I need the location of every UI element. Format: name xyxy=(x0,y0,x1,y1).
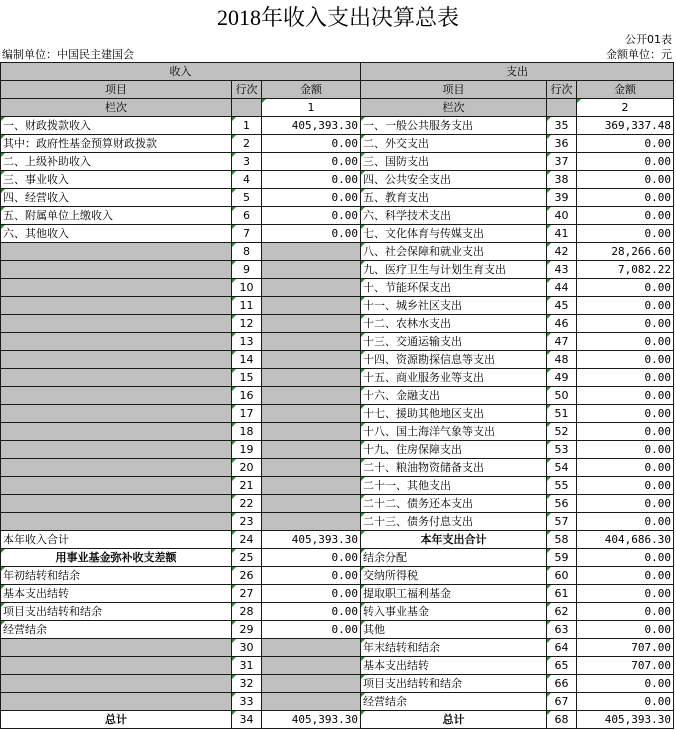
expense-row-no: 65 xyxy=(547,657,577,675)
expense-item: 六、科学技术支出 xyxy=(361,207,547,225)
expense-row-no: 39 xyxy=(547,189,577,207)
expense-row-no: 68 xyxy=(547,711,577,729)
expense-item: 三、国防支出 xyxy=(361,153,547,171)
income-row-no: 5 xyxy=(232,189,262,207)
expense-amount: 707.00 xyxy=(577,639,674,657)
table-row xyxy=(1,189,674,207)
expense-section-header: 支出 xyxy=(361,63,674,81)
income-item xyxy=(1,441,232,459)
income-amount xyxy=(262,675,361,693)
income-item xyxy=(1,675,232,693)
expense-item: 八、社会保障和就业支出 xyxy=(361,243,547,261)
income-amount-header: 金额 xyxy=(262,81,361,99)
table-row xyxy=(1,549,674,567)
expense-item: 十六、金融支出 xyxy=(361,387,547,405)
income-section-header: 收入 xyxy=(1,63,361,81)
expense-item: 十二、农林水支出 xyxy=(361,315,547,333)
expense-item: 提取职工福利基金 xyxy=(361,585,547,603)
expense-row-no: 46 xyxy=(547,315,577,333)
expense-item: 年末结转和结余 xyxy=(361,639,547,657)
table-body xyxy=(1,63,674,729)
expense-item: 十三、交通运输支出 xyxy=(361,333,547,351)
table-row xyxy=(1,675,674,693)
expense-item: 十四、资源勘探信息等支出 xyxy=(361,351,547,369)
reporting-unit: 编制单位：中国民主建国会 xyxy=(2,48,134,61)
income-row-no: 6 xyxy=(232,207,262,225)
expense-item: 二十三、债务付息支出 xyxy=(361,513,547,531)
expense-amount: 0.00 xyxy=(577,351,674,369)
expense-row-no: 37 xyxy=(547,153,577,171)
expense-item: 五、教育支出 xyxy=(361,189,547,207)
income-amount xyxy=(262,315,361,333)
expense-amount: 0.00 xyxy=(577,153,674,171)
expense-row-no: 42 xyxy=(547,243,577,261)
expense-row-no: 54 xyxy=(547,459,577,477)
income-row-no: 27 xyxy=(232,585,262,603)
income-amount: 405,393.30 xyxy=(262,117,361,135)
table-row xyxy=(1,639,674,657)
expense-item: 十九、住房保障支出 xyxy=(361,441,547,459)
form-number: 公开01表 xyxy=(625,33,672,46)
table-row xyxy=(1,171,674,189)
expense-row-no: 40 xyxy=(547,207,577,225)
table-row xyxy=(1,513,674,531)
table-row xyxy=(1,225,674,243)
income-row-no: 15 xyxy=(232,369,262,387)
income-row-no: 32 xyxy=(232,675,262,693)
expense-amount: 0.00 xyxy=(577,585,674,603)
income-row-no: 34 xyxy=(232,711,262,729)
income-item xyxy=(1,279,232,297)
income-amount: 0.00 xyxy=(262,621,361,639)
expense-item: 十一、城乡社区支出 xyxy=(361,297,547,315)
expense-item: 总计 xyxy=(361,711,547,729)
income-item xyxy=(1,261,232,279)
expense-row-no: 52 xyxy=(547,423,577,441)
expense-item: 十五、商业服务业等支出 xyxy=(361,369,547,387)
expense-row-no: 66 xyxy=(547,675,577,693)
expense-amount: 0.00 xyxy=(577,513,674,531)
income-amount: 0.00 xyxy=(262,567,361,585)
table-row xyxy=(1,243,674,261)
income-item xyxy=(1,693,232,711)
expense-item: 十七、援助其他地区支出 xyxy=(361,405,547,423)
income-row-no: 11 xyxy=(232,297,262,315)
expense-item: 交纳所得税 xyxy=(361,567,547,585)
income-row-no: 19 xyxy=(232,441,262,459)
income-item xyxy=(1,333,232,351)
expense-row-no: 57 xyxy=(547,513,577,531)
income-colnum-blank xyxy=(232,99,262,117)
expense-amount: 0.00 xyxy=(577,603,674,621)
income-amount: 0.00 xyxy=(262,171,361,189)
expense-item: 其他 xyxy=(361,621,547,639)
expense-item: 十、节能环保支出 xyxy=(361,279,547,297)
table-row xyxy=(1,333,674,351)
expense-amount: 0.00 xyxy=(577,225,674,243)
expense-row-no: 44 xyxy=(547,279,577,297)
expense-row-no: 55 xyxy=(547,477,577,495)
expense-amount: 0.00 xyxy=(577,495,674,513)
table-row xyxy=(1,585,674,603)
report-title: 2018年收入支出决算总表 xyxy=(216,5,459,30)
expense-row-no: 35 xyxy=(547,117,577,135)
income-amount xyxy=(262,495,361,513)
income-item: 三、事业收入 xyxy=(1,171,232,189)
table-row xyxy=(1,459,674,477)
income-row-no: 29 xyxy=(232,621,262,639)
income-colnum-label: 栏次 xyxy=(1,99,232,117)
table-row xyxy=(1,387,674,405)
income-item xyxy=(1,369,232,387)
income-item: 总计 xyxy=(1,711,232,729)
expense-item: 十八、国土海洋气象等支出 xyxy=(361,423,547,441)
income-item: 基本支出结转 xyxy=(1,585,232,603)
income-row-no: 20 xyxy=(232,459,262,477)
table-row xyxy=(1,531,674,549)
expense-amount: 0.00 xyxy=(577,621,674,639)
income-amount xyxy=(262,387,361,405)
table-row xyxy=(1,153,674,171)
income-item xyxy=(1,513,232,531)
expense-colnum-value: 2 xyxy=(577,99,674,117)
income-item: 五、附属单位上缴收入 xyxy=(1,207,232,225)
income-amount xyxy=(262,297,361,315)
income-row-no: 31 xyxy=(232,657,262,675)
income-row-no: 14 xyxy=(232,351,262,369)
table-row xyxy=(1,711,674,729)
header-row-section xyxy=(1,63,674,81)
income-amount xyxy=(262,513,361,531)
income-amount xyxy=(262,243,361,261)
expense-colnum-label: 栏次 xyxy=(361,99,547,117)
income-item: 四、经营收入 xyxy=(1,189,232,207)
income-row-no: 21 xyxy=(232,477,262,495)
expense-row-no: 53 xyxy=(547,441,577,459)
income-amount: 0.00 xyxy=(262,135,361,153)
expense-item: 四、公共安全支出 xyxy=(361,171,547,189)
income-amount xyxy=(262,459,361,477)
expense-row-no: 50 xyxy=(547,387,577,405)
income-row-no: 18 xyxy=(232,423,262,441)
income-row-no: 8 xyxy=(232,243,262,261)
income-item-header: 项目 xyxy=(1,81,232,99)
income-amount xyxy=(262,333,361,351)
income-item xyxy=(1,423,232,441)
amount-unit: 金额单位：元 xyxy=(606,48,672,61)
income-row-no: 10 xyxy=(232,279,262,297)
expense-row-no: 47 xyxy=(547,333,577,351)
expense-amount: 0.00 xyxy=(577,477,674,495)
income-item xyxy=(1,477,232,495)
income-row-no: 7 xyxy=(232,225,262,243)
expense-amount: 0.00 xyxy=(577,405,674,423)
expense-row-no: 56 xyxy=(547,495,577,513)
expense-amount: 707.00 xyxy=(577,657,674,675)
table-row xyxy=(1,621,674,639)
header-row-colnum xyxy=(1,99,674,117)
expense-amount: 0.00 xyxy=(577,135,674,153)
expense-amount: 0.00 xyxy=(577,369,674,387)
income-item: 经营结余 xyxy=(1,621,232,639)
income-amount: 0.00 xyxy=(262,603,361,621)
expense-item: 二十、粮油物资储备支出 xyxy=(361,459,547,477)
income-colnum-value: 1 xyxy=(262,99,361,117)
income-row-no: 16 xyxy=(232,387,262,405)
table-row xyxy=(1,693,674,711)
expense-amount: 28,266.60 xyxy=(577,243,674,261)
expense-item: 项目支出结转和结余 xyxy=(361,675,547,693)
income-item: 一、财政拨款收入 xyxy=(1,117,232,135)
income-row-no: 9 xyxy=(232,261,262,279)
income-item xyxy=(1,387,232,405)
income-item: 二、上级补助收入 xyxy=(1,153,232,171)
income-amount xyxy=(262,441,361,459)
expense-row-no: 59 xyxy=(547,549,577,567)
income-item: 本年收入合计 xyxy=(1,531,232,549)
income-amount xyxy=(262,639,361,657)
income-row-no: 33 xyxy=(232,693,262,711)
table-row xyxy=(1,441,674,459)
expense-row-no: 58 xyxy=(547,531,577,549)
expense-amount: 0.00 xyxy=(577,549,674,567)
expense-row-no: 64 xyxy=(547,639,577,657)
income-item: 六、其他收入 xyxy=(1,225,232,243)
summary-table xyxy=(0,62,674,729)
income-row-no: 24 xyxy=(232,531,262,549)
income-item: 年初结转和结余 xyxy=(1,567,232,585)
income-amount: 0.00 xyxy=(262,225,361,243)
income-row-no: 22 xyxy=(232,495,262,513)
income-item xyxy=(1,315,232,333)
income-amount xyxy=(262,261,361,279)
expense-item: 基本支出结转 xyxy=(361,657,547,675)
expense-item: 九、医疗卫生与计划生育支出 xyxy=(361,261,547,279)
table-row xyxy=(1,135,674,153)
income-row-no: 23 xyxy=(232,513,262,531)
expense-row-no: 41 xyxy=(547,225,577,243)
expense-colnum-blank xyxy=(547,99,577,117)
income-row-no: 2 xyxy=(232,135,262,153)
expense-row-no: 43 xyxy=(547,261,577,279)
income-amount xyxy=(262,369,361,387)
income-row-no: 30 xyxy=(232,639,262,657)
table-row xyxy=(1,297,674,315)
expense-row-no: 51 xyxy=(547,405,577,423)
expense-row-no: 61 xyxy=(547,585,577,603)
expense-amount: 0.00 xyxy=(577,441,674,459)
income-amount xyxy=(262,477,361,495)
table-row xyxy=(1,261,674,279)
table-row xyxy=(1,117,674,135)
table-row xyxy=(1,207,674,225)
income-amount: 0.00 xyxy=(262,153,361,171)
income-item xyxy=(1,459,232,477)
income-item xyxy=(1,639,232,657)
expense-item: 经营结余 xyxy=(361,693,547,711)
expense-row-no: 67 xyxy=(547,693,577,711)
expense-item-header: 项目 xyxy=(361,81,547,99)
expense-row-no: 62 xyxy=(547,603,577,621)
income-amount xyxy=(262,351,361,369)
income-row-no: 25 xyxy=(232,549,262,567)
table-row xyxy=(1,369,674,387)
table-row xyxy=(1,495,674,513)
income-amount: 0.00 xyxy=(262,585,361,603)
expense-amount: 0.00 xyxy=(577,675,674,693)
income-item xyxy=(1,297,232,315)
expense-row-no: 38 xyxy=(547,171,577,189)
income-row-no: 3 xyxy=(232,153,262,171)
income-item: 项目支出结转和结余 xyxy=(1,603,232,621)
expense-item: 本年支出合计 xyxy=(361,531,547,549)
income-item xyxy=(1,495,232,513)
income-item xyxy=(1,657,232,675)
table-row xyxy=(1,279,674,297)
expense-amount: 0.00 xyxy=(577,207,674,225)
expense-amount-header: 金额 xyxy=(577,81,674,99)
expense-amount: 0.00 xyxy=(577,459,674,477)
income-row-no: 4 xyxy=(232,171,262,189)
table-row xyxy=(1,315,674,333)
expense-amount: 0.00 xyxy=(577,693,674,711)
expense-item: 七、文化体育与传媒支出 xyxy=(361,225,547,243)
table-row xyxy=(1,603,674,621)
header-row-columns xyxy=(1,81,674,99)
expense-item: 一、一般公共服务支出 xyxy=(361,117,547,135)
income-amount xyxy=(262,693,361,711)
income-amount: 0.00 xyxy=(262,549,361,567)
expense-item: 二、外交支出 xyxy=(361,135,547,153)
income-amount: 405,393.30 xyxy=(262,531,361,549)
income-amount xyxy=(262,657,361,675)
expense-amount: 0.00 xyxy=(577,567,674,585)
income-row-no: 17 xyxy=(232,405,262,423)
expense-amount: 405,393.30 xyxy=(577,711,674,729)
expense-row-no: 60 xyxy=(547,567,577,585)
expense-row-no: 49 xyxy=(547,369,577,387)
income-item xyxy=(1,351,232,369)
income-row-no: 12 xyxy=(232,315,262,333)
income-item: 其中：政府性基金预算财政拨款 xyxy=(1,135,232,153)
expense-row-no: 48 xyxy=(547,351,577,369)
expense-item: 转入事业基金 xyxy=(361,603,547,621)
table-row xyxy=(1,567,674,585)
income-amount: 0.00 xyxy=(262,207,361,225)
table-row xyxy=(1,351,674,369)
expense-item: 二十二、债务还本支出 xyxy=(361,495,547,513)
income-amount: 405,393.30 xyxy=(262,711,361,729)
table-row xyxy=(1,657,674,675)
income-amount: 0.00 xyxy=(262,189,361,207)
income-item xyxy=(1,243,232,261)
income-row-no: 1 xyxy=(232,117,262,135)
expense-rowno-header: 行次 xyxy=(547,81,577,99)
expense-amount: 0.00 xyxy=(577,297,674,315)
table-row xyxy=(1,477,674,495)
income-item: 用事业基金弥补收支差额 xyxy=(1,549,232,567)
income-row-no: 28 xyxy=(232,603,262,621)
expense-amount: 0.00 xyxy=(577,315,674,333)
expense-amount: 369,337.48 xyxy=(577,117,674,135)
table-row xyxy=(1,423,674,441)
table-row xyxy=(1,405,674,423)
income-item xyxy=(1,405,232,423)
income-row-no: 13 xyxy=(232,333,262,351)
income-rowno-header: 行次 xyxy=(232,81,262,99)
expense-amount: 0.00 xyxy=(577,189,674,207)
income-amount xyxy=(262,279,361,297)
expense-amount: 0.00 xyxy=(577,171,674,189)
expense-amount: 0.00 xyxy=(577,279,674,297)
income-row-no: 26 xyxy=(232,567,262,585)
expense-item: 二十一、其他支出 xyxy=(361,477,547,495)
expense-row-no: 36 xyxy=(547,135,577,153)
expense-amount: 0.00 xyxy=(577,423,674,441)
expense-amount: 7,082.22 xyxy=(577,261,674,279)
expense-amount: 404,686.30 xyxy=(577,531,674,549)
income-amount xyxy=(262,423,361,441)
expense-row-no: 45 xyxy=(547,297,577,315)
income-amount xyxy=(262,405,361,423)
expense-row-no: 63 xyxy=(547,621,577,639)
expense-amount: 0.00 xyxy=(577,333,674,351)
expense-item: 结余分配 xyxy=(361,549,547,567)
expense-amount: 0.00 xyxy=(577,387,674,405)
